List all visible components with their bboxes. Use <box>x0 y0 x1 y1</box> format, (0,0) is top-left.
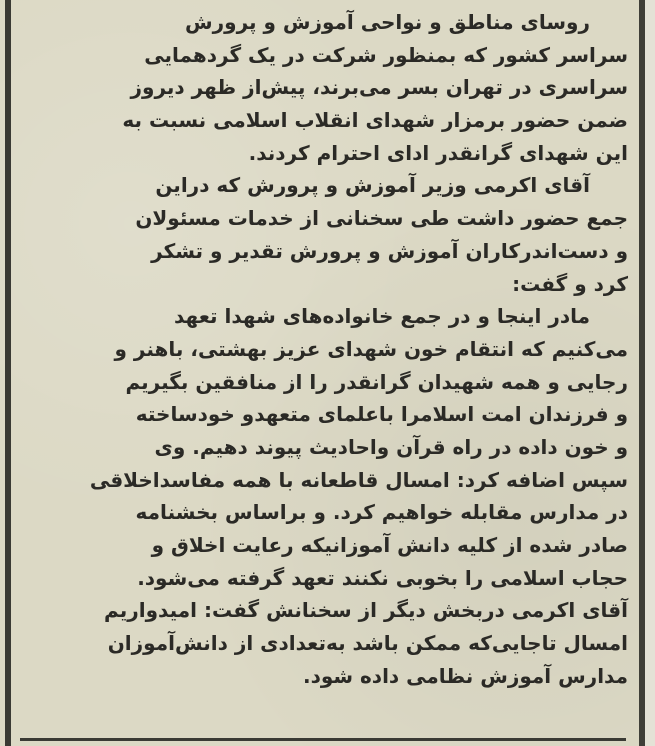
text-line: ضمن حضور برمزار شهدای انقلاب اسلامی نسبت به <box>122 108 628 133</box>
text-line: امسال تاجایی‌که ممکن باشد به‌تعدادی از دانش‌آموزان <box>107 631 628 656</box>
text-line: جمع حضور داشت طی سخنانی از خدمات مسئولان <box>135 206 628 231</box>
text-line: سراسر کشور که بمنظور شرکت در یک گردهمایی <box>144 42 628 67</box>
bottom-divider-rule <box>20 738 626 741</box>
text-line: رجایی و همه شهیدان گرانقدر را از منافقین بگیریم <box>125 369 628 394</box>
text-line: کرد و گفت: <box>512 271 628 296</box>
text-line: سپس اضافه کرد: امسال قاطعانه با همه مفاسداخلاقی <box>89 467 628 492</box>
text-line: و خون داده در راه قرآن واحادیث پیوند دهیم. وی <box>154 434 628 459</box>
text-line: سراسری در تهران بسر می‌برند، پیش‌از ظهر دیروز <box>130 75 628 100</box>
text-line: می‌کنیم که انتقام خون شهدای عزیز بهشتی، باهنر و <box>114 336 628 361</box>
text-line: آقای اکرمی وزیر آموزش و پرورش که دراین <box>155 173 590 198</box>
text-line: و دست‌اندرکاران آموزش و پرورش تقدیر و تشکر <box>151 238 628 263</box>
text-line: در مدارس مقابله خواهیم کرد. و براساس بخشنامه <box>135 500 628 525</box>
text-line: آقای اکرمی دربخش دیگر از سخنانش گفت: امیدواریم <box>104 598 628 623</box>
text-line: روسای مناطق و نواحی آموزش و پرورش <box>185 10 590 34</box>
text-line: حجاب اسلامی را بخوبی نکنند تعهد گرفته می‌شود. <box>137 565 628 590</box>
text-line: و فرزندان امت اسلامرا باعلمای متعهدو خودساخته <box>135 402 628 427</box>
paper-edge <box>645 0 655 746</box>
text-line: مدارس آموزش نظامی داده شود. <box>302 663 628 688</box>
text-line: صادر شده از کلیه دانش آموزانیکه رعایت اخلاق و <box>151 533 628 557</box>
left-border-rule <box>5 0 11 746</box>
text-line: مادر اینجا و در جمع خانواده‌های شهدا تعهد <box>174 304 590 329</box>
text-line: این شهدای گرانقدر ادای احترام کردند. <box>248 140 628 165</box>
article-body <box>24 6 628 692</box>
